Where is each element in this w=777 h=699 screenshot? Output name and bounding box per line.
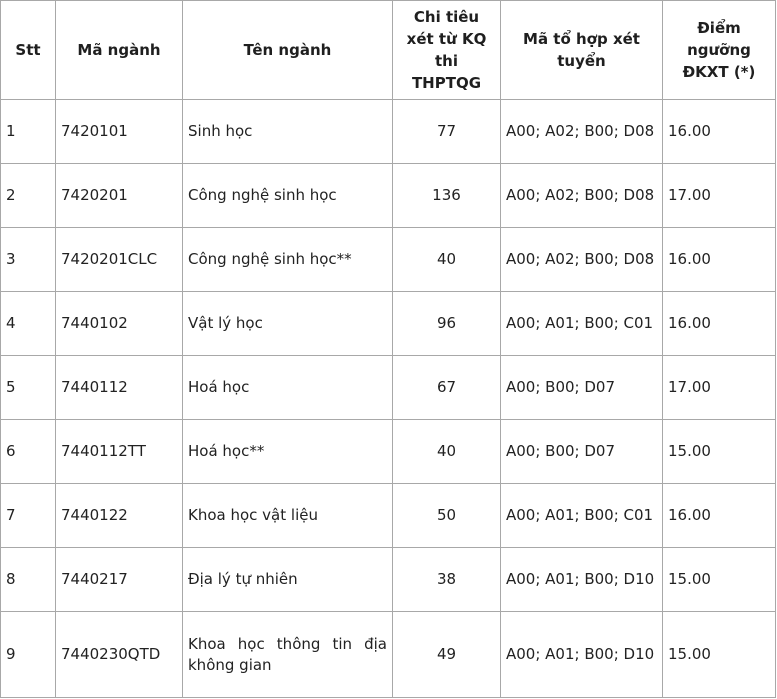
- cell-ma-nganh: 7440112: [56, 356, 183, 420]
- cell-ma-nganh: 7440217: [56, 548, 183, 612]
- header-to-hop: Mã tổ hợp xét tuyển: [501, 1, 663, 100]
- cell-stt: 6: [1, 420, 56, 484]
- cell-ma-nganh: 7440122: [56, 484, 183, 548]
- header-chi-tieu: Chi tiêu xét từ KQ thi THPTQG: [393, 1, 501, 100]
- cell-diem-nguong: 15.00: [663, 548, 776, 612]
- cell-chi-tieu: 77: [393, 100, 501, 164]
- cell-to-hop: A00; B00; D07: [501, 420, 663, 484]
- cell-to-hop: A00; A01; B00; D10: [501, 548, 663, 612]
- cell-diem-nguong: 16.00: [663, 484, 776, 548]
- table-row: [1, 356, 776, 420]
- cell-diem-nguong: 17.00: [663, 356, 776, 420]
- cell-ten-nganh: Công nghệ sinh học: [183, 164, 393, 228]
- cell-to-hop: A00; A01; B00; C01: [501, 292, 663, 356]
- cell-chi-tieu: 50: [393, 484, 501, 548]
- cell-ma-nganh: 7440230QTD: [56, 612, 183, 698]
- cell-diem-nguong: 15.00: [663, 612, 776, 698]
- cell-stt: 1: [1, 100, 56, 164]
- cell-stt: 3: [1, 228, 56, 292]
- cell-ten-nganh: Vật lý học: [183, 292, 393, 356]
- cell-stt: 9: [1, 612, 56, 698]
- cell-chi-tieu: 96: [393, 292, 501, 356]
- cell-diem-nguong: 16.00: [663, 292, 776, 356]
- table-row: [1, 612, 776, 698]
- cell-diem-nguong: 17.00: [663, 164, 776, 228]
- table-row: [1, 292, 776, 356]
- cell-to-hop: A00; A02; B00; D08: [501, 228, 663, 292]
- cell-ten-nganh: Hoá học: [183, 356, 393, 420]
- cell-chi-tieu: 40: [393, 228, 501, 292]
- table-row: [1, 228, 776, 292]
- cell-stt: 4: [1, 292, 56, 356]
- cell-stt: 2: [1, 164, 56, 228]
- cell-ma-nganh: 7420201CLC: [56, 228, 183, 292]
- header-ten-nganh: Tên ngành: [183, 1, 393, 100]
- cell-to-hop: A00; A02; B00; D08: [501, 164, 663, 228]
- cell-chi-tieu: 49: [393, 612, 501, 698]
- cell-diem-nguong: 16.00: [663, 228, 776, 292]
- cell-ma-nganh: 7420101: [56, 100, 183, 164]
- cell-ten-nganh: Công nghệ sinh học**: [183, 228, 393, 292]
- table-row: [1, 100, 776, 164]
- cell-ten-nganh: Khoa học thông tin địa không gian: [183, 612, 393, 698]
- header-stt: Stt: [1, 1, 56, 100]
- cell-ten-nganh: Sinh học: [183, 100, 393, 164]
- cell-to-hop: A00; A01; B00; C01: [501, 484, 663, 548]
- cell-diem-nguong: 16.00: [663, 100, 776, 164]
- cell-ten-nganh: Hoá học**: [183, 420, 393, 484]
- cell-chi-tieu: 67: [393, 356, 501, 420]
- cell-diem-nguong: 15.00: [663, 420, 776, 484]
- header-diem-nguong: Điểm ngưỡng ĐKXT (*): [663, 1, 776, 100]
- table-row: [1, 484, 776, 548]
- cell-chi-tieu: 38: [393, 548, 501, 612]
- cell-stt: 5: [1, 356, 56, 420]
- cell-chi-tieu: 136: [393, 164, 501, 228]
- cell-stt: 7: [1, 484, 56, 548]
- cell-ma-nganh: 7440112TT: [56, 420, 183, 484]
- cell-chi-tieu: 40: [393, 420, 501, 484]
- cell-ma-nganh: 7420201: [56, 164, 183, 228]
- header-ma-nganh: Mã ngành: [56, 1, 183, 100]
- cell-ten-nganh: Khoa học vật liệu: [183, 484, 393, 548]
- cell-to-hop: A00; B00; D07: [501, 356, 663, 420]
- cell-to-hop: A00; A01; B00; D10: [501, 612, 663, 698]
- table-row: [1, 420, 776, 484]
- cell-stt: 8: [1, 548, 56, 612]
- cell-to-hop: A00; A02; B00; D08: [501, 100, 663, 164]
- cell-ten-nganh: Địa lý tự nhiên: [183, 548, 393, 612]
- header-row: [1, 1, 776, 100]
- table-row: [1, 164, 776, 228]
- cell-ma-nganh: 7440102: [56, 292, 183, 356]
- table-row: [1, 548, 776, 612]
